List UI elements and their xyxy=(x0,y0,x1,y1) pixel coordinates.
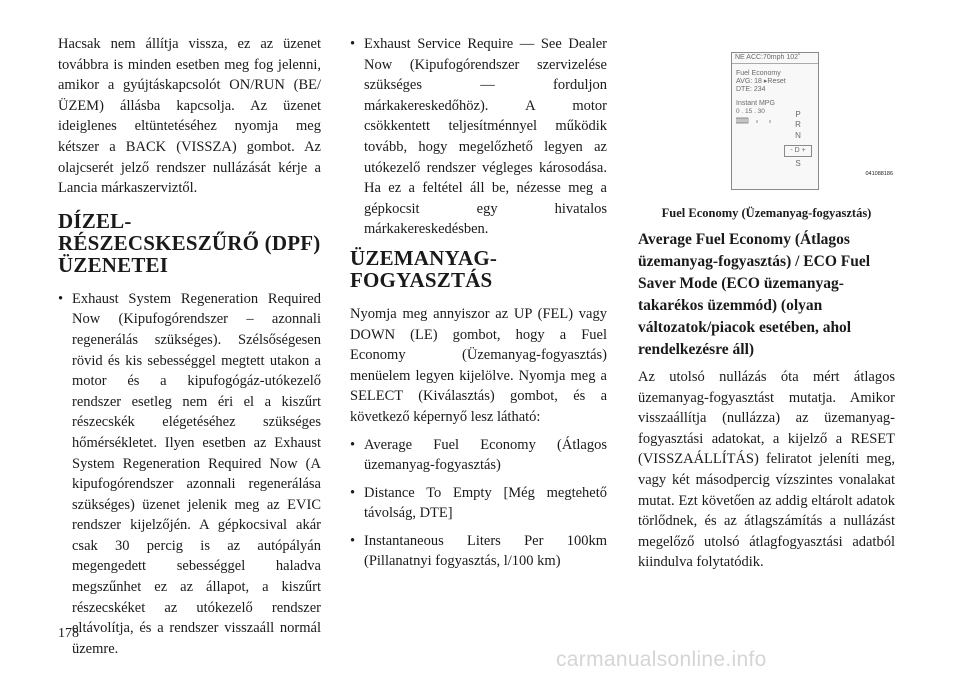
dpf-heading: DÍZEL-RÉSZECSKESZŰRŐ (DPF) ÜZENETEI xyxy=(58,208,321,277)
watermark: carmanualsonline.info xyxy=(556,648,767,671)
gear-indicator-s: S xyxy=(795,159,801,168)
display-status-bar: NE ACC:70mph 102˚ xyxy=(732,53,818,64)
display-instant-label: Instant MPG xyxy=(736,100,775,107)
average-fuel-economy-heading: Average Fuel Economy (Átlagos üzemanyag-fogyasztás) / ECO Fuel Saver Mode (ECO üzemanyag-takarékos üzemmód) (olyan változatok/piacok esetében, ahol rendelkezésre áll) xyxy=(638,231,871,358)
gear-indicator-r: R xyxy=(795,120,801,129)
evic-display xyxy=(731,52,819,190)
list-item: • Exhaust System Regeneration Required Now (Kipufogórendszer – azonnali regenerálás szükséges). Szélsőségesen rövid és kis sebességgel megtett utakon a motor és a kipufogógáz-utókezelő rendszer esetleg nem éri el a kiszűrt részecskék elégetéséhez szükséges hőmérsékletet. Ilyen esetben az Exhaust System Regeneration Required Now (A kipufogórendszer azonnali regenerálása szükséges) üzenet jelenik meg az EVIC rendszer kijelzőjén. A gépkocsival akár csak 30 percig is az autópályán megengedett sebességgel haladva megszűnhet ez az állapot, a kiszűrt részecskéket az utókezelő rendszer eltávolítja, és a rendszer visszaáll normál üzemre. xyxy=(58,289,321,660)
fuel-economy-paragraph: Nyomja meg annyiszor az UP (FEL) vagy DOWN (LE) gombot, hogy a Fuel Economy (Üzemanyag-fogyasztás) menüelem legyen kijelölve. Nyomja meg a SELECT (Kiválasztás) gombot, és a következő képernyő lesz látható: xyxy=(350,305,607,425)
list-item: • Exhaust Service Require — See Dealer Now (Kipufogórendszer szervizelése szükséges — forduljon márkakereskedőhöz). A motor csökkentett teljesítménnyel működik tovább, hogy megelőzhető legyen az utókezelő rendszer végleges károsodása. Ha ez a feltétel áll be, nézesse meg a gépkocsit egy hivatalos márkakereskedésben. xyxy=(350,34,607,240)
list-item: • Instantaneous Liters Per 100km (Pillanatnyi fogyasztás, l/100 km) xyxy=(350,531,607,572)
page-number: 178 xyxy=(58,626,79,641)
list-item: • Distance To Empty [Még megtehető távolság, DTE] xyxy=(350,483,607,524)
column-3 xyxy=(638,34,895,573)
display-dte: DTE: 234 xyxy=(736,86,766,93)
dpf-bullet-list xyxy=(58,289,321,660)
column-1 xyxy=(58,34,321,666)
gear-indicator-p: P xyxy=(795,110,801,119)
fuel-economy-options-list xyxy=(350,435,607,573)
display-average: AVG: 18 ▸Reset xyxy=(736,78,786,85)
display-scale-labels: 0 . 15 . 30 xyxy=(736,108,765,115)
column-2 xyxy=(350,34,607,579)
gear-indicator-n: N xyxy=(795,131,801,140)
mpg-bar-icon xyxy=(736,116,780,126)
exhaust-service-list xyxy=(350,34,607,240)
figure-caption: Fuel Economy (Üzemanyag-fogyasztás) xyxy=(661,206,872,220)
fuel-economy-heading: ÜZEMANYAG-FOGYASZTÁS xyxy=(350,245,498,292)
average-fuel-economy-paragraph: Az utolsó nullázás óta mért átlagos üzemanyag-fogyasztást mutatja. Amikor visszaállítja (nullázza) az üzemanyag-fogyasztási adatokat, a kijelző a RESET (VISSZAÁLLÍTÁS) feliratot jeleníti meg, vagy két másodpercig vízszintes vonalakat mutat. Ezt követően az addig eltárolt adatok törlődnek, és az átlagszámítás a nullázást megelőző utolsó átlagfogyasztási adatból kiindulva folytatódik. xyxy=(638,369,895,571)
intro-paragraph: Hacsak nem állítja vissza, ez az üzenet továbbra is minden esetben meg fog jelenni, amikor a gyújtáskapcsolót ON/RUN (BE/ÜZEM) állásba kapcsolja. Az üzenet ideiglenes eltüntetéséhez nyomja meg kétszer a BACK (VISSZA) gombot. Az olajcserét jelző rendszer nullázását kérje a Lancia márkaszerviztől. xyxy=(58,36,321,197)
figure-code: 041088186 xyxy=(865,171,893,177)
gear-indicator-d: - D + xyxy=(784,145,812,157)
display-title: Fuel Economy xyxy=(736,70,781,77)
fuel-economy-figure xyxy=(638,34,895,182)
list-item: • Average Fuel Economy (Átlagos üzemanyag-fogyasztás) xyxy=(350,435,607,476)
